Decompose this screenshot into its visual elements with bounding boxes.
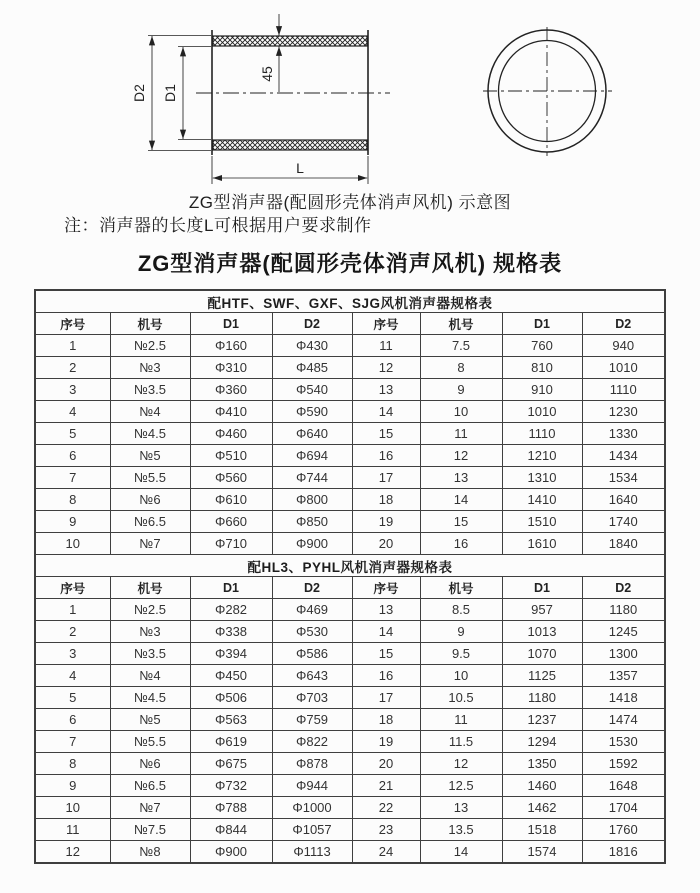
- table-cell: Φ1113: [272, 841, 352, 864]
- table-cell: Φ469: [272, 599, 352, 621]
- table-cell: 1434: [582, 445, 665, 467]
- table-cell: 8: [420, 357, 502, 379]
- table-cell: 2: [35, 357, 110, 379]
- column-header: D1: [502, 577, 582, 599]
- table-section-header-row: [35, 290, 665, 313]
- table-cell: Φ710: [190, 533, 272, 555]
- table-cell: 7: [35, 467, 110, 489]
- table-cell: 910: [502, 379, 582, 401]
- table-cell: 7: [35, 731, 110, 753]
- table-cell: 14: [352, 621, 420, 643]
- table-cell: 760: [502, 335, 582, 357]
- table-cell: №2.5: [110, 599, 190, 621]
- spec-table-body: [35, 290, 665, 863]
- table-cell: Φ590: [272, 401, 352, 423]
- table-cell: 7.5: [420, 335, 502, 357]
- table-cell: №5.5: [110, 731, 190, 753]
- table-cell: Φ1000: [272, 797, 352, 819]
- table-cell: Φ732: [190, 775, 272, 797]
- table-row: [35, 401, 665, 423]
- table-cell: Φ822: [272, 731, 352, 753]
- column-header: 机号: [420, 577, 502, 599]
- table-cell: 5: [35, 423, 110, 445]
- table-cell: 1357: [582, 665, 665, 687]
- table-cell: 810: [502, 357, 582, 379]
- table-cell: 1230: [582, 401, 665, 423]
- table-cell: Φ788: [190, 797, 272, 819]
- table-cell: 16: [352, 445, 420, 467]
- table-cell: №6.5: [110, 511, 190, 533]
- table-cell: №6.5: [110, 775, 190, 797]
- column-header: D2: [272, 577, 352, 599]
- table-cell: 1330: [582, 423, 665, 445]
- table-cell: 1840: [582, 533, 665, 555]
- column-header: 序号: [35, 313, 110, 335]
- table-cell: 17: [352, 467, 420, 489]
- table-row: [35, 665, 665, 687]
- table-cell: №7: [110, 533, 190, 555]
- silencer-technical-drawing: [0, 0, 700, 192]
- table-cell: 13.5: [420, 819, 502, 841]
- table-cell: 8: [35, 489, 110, 511]
- table-cell: 21: [352, 775, 420, 797]
- table-cell: №3.5: [110, 379, 190, 401]
- table-cell: 19: [352, 511, 420, 533]
- table-cell: Φ560: [190, 467, 272, 489]
- table-cell: 13: [352, 599, 420, 621]
- table-cell: 1013: [502, 621, 582, 643]
- table-cell: 1530: [582, 731, 665, 753]
- table-row: [35, 841, 665, 864]
- table-cell: 19: [352, 731, 420, 753]
- diagram-caption: ZG型消声器(配圆形壳体消声风机) 示意图: [188, 193, 512, 212]
- table-cell: 1704: [582, 797, 665, 819]
- table-cell: 1: [35, 599, 110, 621]
- table-cell: Φ310: [190, 357, 272, 379]
- table-cell: 1070: [502, 643, 582, 665]
- table-cell: Φ675: [190, 753, 272, 775]
- table-cell: 1110: [502, 423, 582, 445]
- table-cell: 4: [35, 401, 110, 423]
- table-cell: Φ844: [190, 819, 272, 841]
- table-cell: 12: [420, 445, 502, 467]
- table-cell: 1640: [582, 489, 665, 511]
- table-cell: 1210: [502, 445, 582, 467]
- table-cell: Φ619: [190, 731, 272, 753]
- table-cell: Φ360: [190, 379, 272, 401]
- column-header: D1: [190, 313, 272, 335]
- table-cell: 1: [35, 335, 110, 357]
- table-row: [35, 533, 665, 555]
- table-cell: Φ540: [272, 379, 352, 401]
- table-cell: №6: [110, 753, 190, 775]
- table-cell: 14: [352, 401, 420, 423]
- table-cell: Φ586: [272, 643, 352, 665]
- table-cell: 11: [35, 819, 110, 841]
- table-cell: 14: [420, 841, 502, 864]
- table-cell: 10: [420, 665, 502, 687]
- column-header: 机号: [110, 313, 190, 335]
- table-cell: 20: [352, 753, 420, 775]
- table-cell: 1460: [502, 775, 582, 797]
- table-cell: 9: [420, 379, 502, 401]
- side-view: [148, 14, 390, 184]
- table-cell: 940: [582, 335, 665, 357]
- table-cell: 1816: [582, 841, 665, 864]
- table-cell: 1534: [582, 467, 665, 489]
- table-cell: №3.5: [110, 643, 190, 665]
- table-row: [35, 599, 665, 621]
- table-row: [35, 489, 665, 511]
- table-cell: 1510: [502, 511, 582, 533]
- table-cell: 20: [352, 533, 420, 555]
- table-cell: Φ640: [272, 423, 352, 445]
- table-section-header-row: [35, 555, 665, 577]
- table-cell: 18: [352, 709, 420, 731]
- column-header: 机号: [420, 313, 502, 335]
- table-cell: 3: [35, 643, 110, 665]
- column-header: D2: [582, 313, 665, 335]
- table-cell: Φ282: [190, 599, 272, 621]
- table-cell: Φ410: [190, 401, 272, 423]
- table-cell: 1350: [502, 753, 582, 775]
- table-cell: Φ430: [272, 335, 352, 357]
- table-row: [35, 445, 665, 467]
- table-cell: Φ703: [272, 687, 352, 709]
- table-cell: 13: [420, 467, 502, 489]
- table-cell: 1180: [502, 687, 582, 709]
- table-cell: Φ160: [190, 335, 272, 357]
- table-cell: 1300: [582, 643, 665, 665]
- table-cell: 1418: [582, 687, 665, 709]
- table-cell: Φ800: [272, 489, 352, 511]
- table-cell: №5: [110, 709, 190, 731]
- table-cell: 11: [420, 709, 502, 731]
- table-cell: №4.5: [110, 687, 190, 709]
- table-cell: 1410: [502, 489, 582, 511]
- table-cell: 16: [352, 665, 420, 687]
- table-cell: Φ900: [272, 533, 352, 555]
- table-cell: №7.5: [110, 819, 190, 841]
- table-cell: 1180: [582, 599, 665, 621]
- table-row: [35, 775, 665, 797]
- table-cell: Φ338: [190, 621, 272, 643]
- table-row: [35, 709, 665, 731]
- table-column-header-row: [35, 577, 665, 599]
- front-view: [483, 27, 612, 156]
- table-row: [35, 511, 665, 533]
- table-cell: 2: [35, 621, 110, 643]
- label-thickness: 45: [259, 66, 275, 82]
- table-row: [35, 621, 665, 643]
- page-title: ZG型消声器(配圆形壳体消声风机) 规格表: [137, 251, 563, 276]
- table-cell: №4.5: [110, 423, 190, 445]
- table-cell: 1518: [502, 819, 582, 841]
- column-header: D1: [190, 577, 272, 599]
- absorber-band-bottom: [213, 140, 367, 150]
- label-length: L: [296, 160, 304, 176]
- table-cell: 15: [352, 643, 420, 665]
- table-cell: 9: [35, 775, 110, 797]
- table-row: [35, 379, 665, 401]
- table-cell: 10.5: [420, 687, 502, 709]
- table-section-title: 配HTF、SWF、GXF、SJG风机消声器规格表: [35, 290, 665, 313]
- column-header: 序号: [35, 577, 110, 599]
- table-cell: 1760: [582, 819, 665, 841]
- table-cell: №3: [110, 621, 190, 643]
- table-cell: №7: [110, 797, 190, 819]
- table-cell: №8: [110, 841, 190, 864]
- table-cell: 23: [352, 819, 420, 841]
- table-cell: Φ485: [272, 357, 352, 379]
- table-cell: 10: [35, 533, 110, 555]
- table-cell: 1610: [502, 533, 582, 555]
- table-cell: 10: [35, 797, 110, 819]
- table-cell: Φ610: [190, 489, 272, 511]
- table-row: [35, 797, 665, 819]
- table-cell: 14: [420, 489, 502, 511]
- table-cell: 6: [35, 709, 110, 731]
- table-cell: 18: [352, 489, 420, 511]
- table-cell: 1740: [582, 511, 665, 533]
- table-cell: Φ744: [272, 467, 352, 489]
- table-cell: Φ759: [272, 709, 352, 731]
- table-cell: 9: [35, 511, 110, 533]
- table-cell: Φ900: [190, 841, 272, 864]
- table-cell: 5: [35, 687, 110, 709]
- column-header: 序号: [352, 577, 420, 599]
- table-column-header-row: [35, 313, 665, 335]
- table-row: [35, 357, 665, 379]
- table-cell: Φ660: [190, 511, 272, 533]
- table-cell: 1294: [502, 731, 582, 753]
- table-cell: Φ694: [272, 445, 352, 467]
- label-d1: D1: [162, 84, 178, 102]
- column-header: D1: [502, 313, 582, 335]
- absorber-band-top: [213, 36, 367, 46]
- table-cell: №3: [110, 357, 190, 379]
- table-row: [35, 335, 665, 357]
- table-cell: 1474: [582, 709, 665, 731]
- table-cell: №5: [110, 445, 190, 467]
- table-cell: 12: [352, 357, 420, 379]
- table-cell: 13: [420, 797, 502, 819]
- table-cell: Φ506: [190, 687, 272, 709]
- table-cell: 1110: [582, 379, 665, 401]
- table-row: [35, 423, 665, 445]
- table-cell: 8.5: [420, 599, 502, 621]
- table-cell: №4: [110, 401, 190, 423]
- table-cell: 11: [420, 423, 502, 445]
- table-cell: Φ450: [190, 665, 272, 687]
- table-cell: 15: [420, 511, 502, 533]
- table-cell: Φ460: [190, 423, 272, 445]
- table-cell: 8: [35, 753, 110, 775]
- table-cell: 11.5: [420, 731, 502, 753]
- table-cell: Φ510: [190, 445, 272, 467]
- table-cell: 1245: [582, 621, 665, 643]
- table-cell: Φ394: [190, 643, 272, 665]
- table-cell: 12: [35, 841, 110, 864]
- table-cell: №4: [110, 665, 190, 687]
- table-cell: 1125: [502, 665, 582, 687]
- table-row: [35, 753, 665, 775]
- table-cell: 11: [352, 335, 420, 357]
- table-cell: 3: [35, 379, 110, 401]
- table-cell: 1237: [502, 709, 582, 731]
- table-cell: 12: [420, 753, 502, 775]
- column-header: D2: [272, 313, 352, 335]
- table-cell: 10: [420, 401, 502, 423]
- table-cell: 1310: [502, 467, 582, 489]
- table-cell: Φ944: [272, 775, 352, 797]
- table-cell: 24: [352, 841, 420, 864]
- table-cell: 1648: [582, 775, 665, 797]
- table-cell: 957: [502, 599, 582, 621]
- table-cell: 22: [352, 797, 420, 819]
- table-cell: 1574: [502, 841, 582, 864]
- table-cell: 12.5: [420, 775, 502, 797]
- label-d2: D2: [131, 84, 147, 102]
- table-cell: 15: [352, 423, 420, 445]
- table-cell: №5.5: [110, 467, 190, 489]
- column-header: 序号: [352, 313, 420, 335]
- table-cell: Φ530: [272, 621, 352, 643]
- table-cell: 17: [352, 687, 420, 709]
- table-cell: 4: [35, 665, 110, 687]
- table-cell: №6: [110, 489, 190, 511]
- table-cell: 1462: [502, 797, 582, 819]
- table-cell: 1010: [582, 357, 665, 379]
- table-row: [35, 819, 665, 841]
- table-cell: Φ643: [272, 665, 352, 687]
- table-row: [35, 467, 665, 489]
- table-cell: Φ563: [190, 709, 272, 731]
- table-cell: №2.5: [110, 335, 190, 357]
- table-cell: Φ1057: [272, 819, 352, 841]
- table-row: [35, 687, 665, 709]
- table-section-title: 配HL3、PYHL风机消声器规格表: [35, 555, 665, 577]
- column-header: 机号: [110, 577, 190, 599]
- table-cell: 9.5: [420, 643, 502, 665]
- table-cell: 1010: [502, 401, 582, 423]
- table-row: [35, 731, 665, 753]
- diagram-note: 注：消声器的长度L可根据用户要求制作: [64, 216, 372, 235]
- table-cell: Φ878: [272, 753, 352, 775]
- spec-table: [34, 289, 666, 864]
- table-row: [35, 643, 665, 665]
- table-cell: Φ850: [272, 511, 352, 533]
- column-header: D2: [582, 577, 665, 599]
- table-cell: 16: [420, 533, 502, 555]
- table-cell: 13: [352, 379, 420, 401]
- table-cell: 6: [35, 445, 110, 467]
- dimension-length: [212, 156, 368, 184]
- table-cell: 9: [420, 621, 502, 643]
- table-cell: 1592: [582, 753, 665, 775]
